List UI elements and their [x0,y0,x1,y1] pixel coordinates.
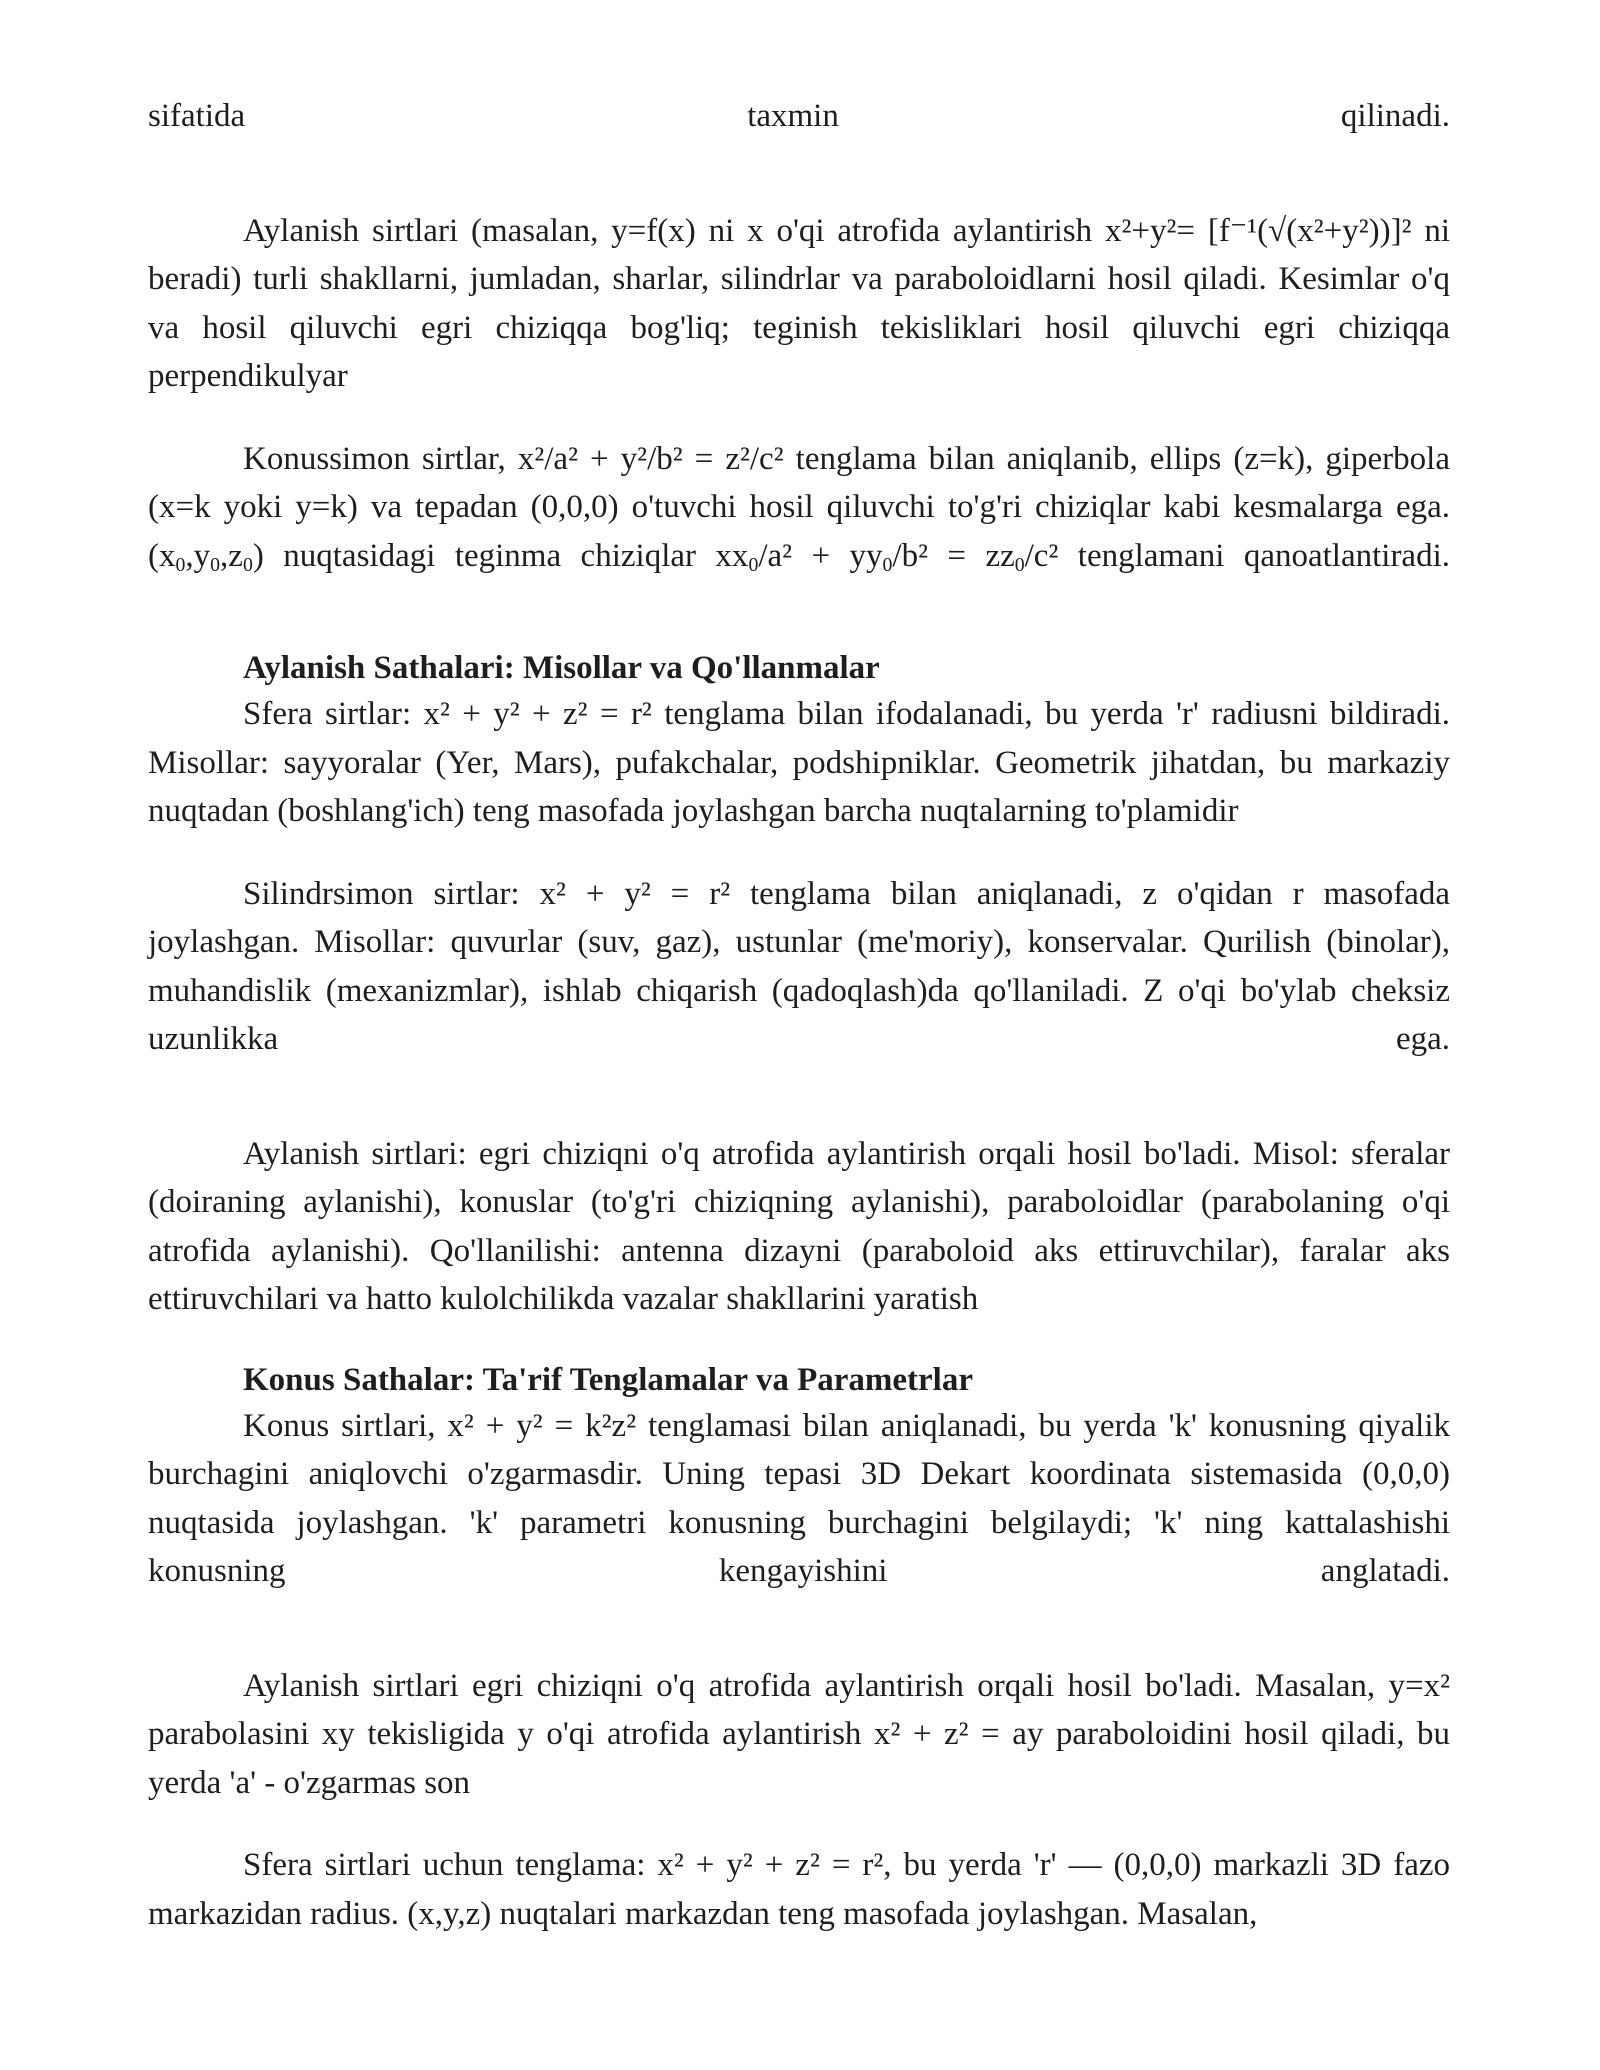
paragraph-conical-surfaces: Konussimon sirtlar, x²/a² + y²/b² = z²/c² tenglama bilan aniqlanib, ellips (z=k), giperbola (x=k yoki y=k) va tepadan (0,0,0) o'tuvchi hosil qiluvchi to'g'ri chiziqlar kabi kesmalarga ega. $(x_0,y_0,z_0)$ nuqtasidagi teginma chiziqlar $xx_0/a^2 + yy_0/b^2 = zz_0/c^2$ tenglamani qanoatlantiradi. [148,440,1450,576]
paragraph-sphere-equation: Sfera sirtlari uchun tenglama: x² + y² + z² = r², bu yerda 'r' — (0,0,0) markazli 3D fazo markazidan radius. (x,y,z) nuqtalari markazdan teng masofada joylashgan. Masalan, [148,1847,1450,1932]
paragraph-surfaces-of-revolution: Aylanish sirtlari (masalan, y=f(x) ni x o'qi atrofida aylantirish x²+y²= [f⁻¹(√(x²+y²))]² ni beradi) turli shakllarni, jumladan, sharlar, silindrlar va paraboloidlarni hosil qiladi. Kesimlar o'q va hosil qiluvchi egri chiziqqa bog'liq; teginish tekisliklari hosil qiluvchi egri chiziqqa perpendikulyar [148,212,1450,394]
paragraph-sphere-surfaces: Sfera sirtlar: x² + y² + z² = r² tenglama bilan ifodalanadi, bu yerda 'r' radiusni bildiradi. Misollar: sayyoralar (Yer, Mars), pufakchalar, podshipniklar. Geometrik jihatdan, bu markaziy nuqtadan (boshlang'ich) teng masofada joylashgan barcha nuqtalarning to'plamidir [148,696,1450,829]
paragraph-revolution-examples: Aylanish sirtlari: egri chiziqni o'q atrofida aylantirish orqali hosil bo'ladi. Misol: sferalar (doiraning aylanishi), konuslar (to'g'ri chiziqning aylanishi), paraboloidlar (parabolaning o'qi atrofida aylanishi). Qo'llanilishi: antenna dizayni (paraboloid aks ettiruvchilar), faralar aks ettiruvchilari va hatto kulolchilikda vazalar shakllarini yaratish [148,1135,1450,1317]
section-heading-cone: Konus Sathalar: Ta'rif Tenglamalar va Parametrlar [243,1361,973,1398]
paragraph-cylindrical-surfaces: Silindrsimon sirtlar: x² + y² = r² tenglama bilan aniqlanadi, z o'qidan r masofada joylashgan. Misollar: quvurlar (suv, gaz), ustunlar (me'moriy), konservalar. Qurilish (binolar), muhandislik (mexanizmlar), ishlab chiqarish (qadoqlash)da qo'llaniladi. Z o'qi bo'ylab cheksiz uzunlikka ega. [148,875,1450,1057]
section-heading-revolution: Aylanish Sathalari: Misollar va Qo'llanmalar [243,650,880,686]
paragraph-continuation: sifatida taxmin qilinadi. [148,98,1450,134]
document-page [148,92,1450,1938]
paragraph-paraboloid-example: Aylanish sirtlari egri chiziqni o'q atrofida aylantirish orqali hosil bo'ladi. Masalan, y=x² parabolasini xy tekisligida y o'qi atrofida aylantirish x² + z² = ay paraboloidini hosil qiladi, bu yerda 'a' - o'zgarmas son [148,1667,1450,1801]
paragraph-cone-surfaces: Konus sirtlari, x² + y² = k²z² tenglamasi bilan aniqlanadi, bu yerda 'k' konusning qiyalik burchagini aniqlovchi o'zgarmasdir. Uning tepasi 3D Dekart koordinata sistemasida (0,0,0) nuqtasida joylashgan. 'k' parametri konusning burchagini belgilaydi; 'k' ning kattalashishi konusning kengayishini anglatadi. [148,1407,1450,1589]
